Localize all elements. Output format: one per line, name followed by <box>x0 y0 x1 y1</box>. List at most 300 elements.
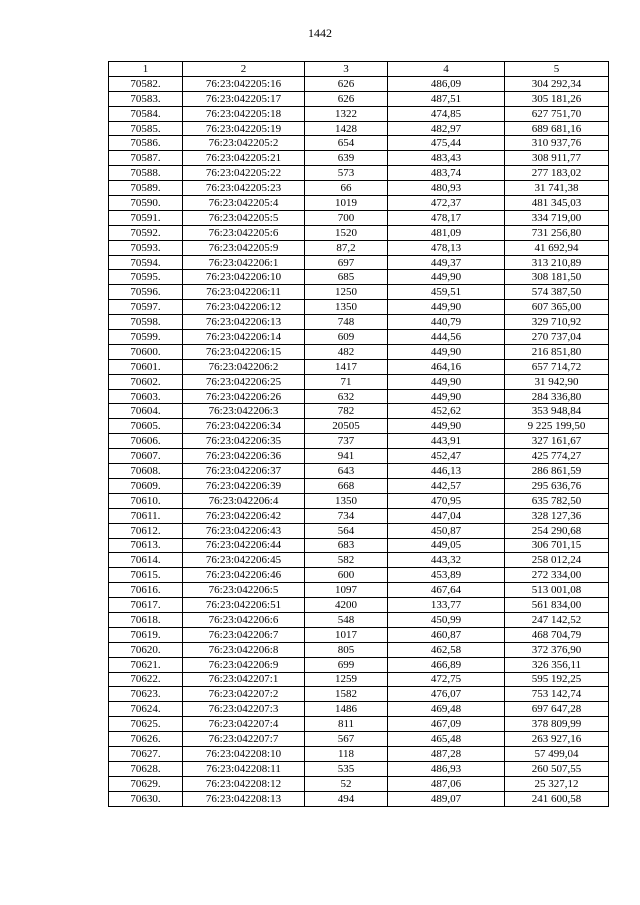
area-cell: 118 <box>305 746 388 761</box>
row-number-cell: 70626. <box>109 732 183 747</box>
row-number-cell: 70608. <box>109 464 183 479</box>
cadastral-number-cell: 76:23:042206:36 <box>183 449 305 464</box>
row-number-cell: 70599. <box>109 330 183 345</box>
area-cell: 582 <box>305 553 388 568</box>
value-cell: 308 181,50 <box>505 270 609 285</box>
row-number-cell: 70614. <box>109 553 183 568</box>
cadastral-number-cell: 76:23:042206:6 <box>183 612 305 627</box>
value-cell: 378 809,99 <box>505 717 609 732</box>
row-number-cell: 70594. <box>109 255 183 270</box>
cadastral-number-cell: 76:23:042206:3 <box>183 404 305 419</box>
cadastral-number-cell: 76:23:042206:2 <box>183 359 305 374</box>
rate-cell: 467,64 <box>388 583 505 598</box>
cadastral-number-cell: 76:23:042206:44 <box>183 538 305 553</box>
rate-cell: 465,48 <box>388 732 505 747</box>
row-number-cell: 70607. <box>109 449 183 464</box>
rate-cell: 481,09 <box>388 225 505 240</box>
value-cell: 57 499,04 <box>505 746 609 761</box>
table-row <box>109 717 609 732</box>
rate-cell: 480,93 <box>388 181 505 196</box>
table-row <box>109 746 609 761</box>
area-cell: 1250 <box>305 285 388 300</box>
area-cell: 1417 <box>305 359 388 374</box>
table-body <box>109 76 609 806</box>
area-cell: 609 <box>305 330 388 345</box>
row-number-cell: 70624. <box>109 702 183 717</box>
value-cell: 254 290,68 <box>505 523 609 538</box>
value-cell: 574 387,50 <box>505 285 609 300</box>
rate-cell: 487,06 <box>388 776 505 791</box>
area-cell: 700 <box>305 210 388 225</box>
area-cell: 1259 <box>305 672 388 687</box>
cadastral-number-cell: 76:23:042206:37 <box>183 464 305 479</box>
rate-cell: 449,90 <box>388 300 505 315</box>
rate-cell: 449,90 <box>388 270 505 285</box>
value-cell: 263 927,16 <box>505 732 609 747</box>
row-number-cell: 70616. <box>109 583 183 598</box>
area-cell: 941 <box>305 449 388 464</box>
row-number-cell: 70595. <box>109 270 183 285</box>
area-cell: 20505 <box>305 419 388 434</box>
value-cell: 260 507,55 <box>505 761 609 776</box>
area-cell: 811 <box>305 717 388 732</box>
value-cell: 334 719,00 <box>505 210 609 225</box>
value-cell: 270 737,04 <box>505 330 609 345</box>
area-cell: 66 <box>305 181 388 196</box>
cadastral-number-cell: 76:23:042206:8 <box>183 642 305 657</box>
rate-cell: 449,90 <box>388 344 505 359</box>
rate-cell: 474,85 <box>388 106 505 121</box>
table-row <box>109 523 609 538</box>
row-number-cell: 70605. <box>109 419 183 434</box>
area-cell: 494 <box>305 791 388 806</box>
area-cell: 734 <box>305 508 388 523</box>
cadastral-number-cell: 76:23:042206:14 <box>183 330 305 345</box>
area-cell: 1582 <box>305 687 388 702</box>
rate-cell: 443,32 <box>388 553 505 568</box>
area-cell: 52 <box>305 776 388 791</box>
rate-cell: 450,87 <box>388 523 505 538</box>
rate-cell: 487,51 <box>388 91 505 106</box>
row-number-cell: 70600. <box>109 344 183 359</box>
cadastral-number-cell: 76:23:042205:17 <box>183 91 305 106</box>
rate-cell: 464,16 <box>388 359 505 374</box>
table-row <box>109 389 609 404</box>
rate-cell: 466,89 <box>388 657 505 672</box>
cadastral-number-cell: 76:23:042205:19 <box>183 121 305 136</box>
row-number-cell: 70597. <box>109 300 183 315</box>
table-row <box>109 270 609 285</box>
cadastral-number-cell: 76:23:042206:45 <box>183 553 305 568</box>
table-row <box>109 538 609 553</box>
cadastral-number-cell: 76:23:042205:23 <box>183 181 305 196</box>
cadastral-number-cell: 76:23:042206:5 <box>183 583 305 598</box>
value-cell: 328 127,36 <box>505 508 609 523</box>
table-row <box>109 300 609 315</box>
area-cell: 482 <box>305 344 388 359</box>
table-row <box>109 568 609 583</box>
row-number-cell: 70629. <box>109 776 183 791</box>
table-row <box>109 612 609 627</box>
cadastral-number-cell: 76:23:042208:13 <box>183 791 305 806</box>
row-number-cell: 70620. <box>109 642 183 657</box>
page-number: 1442 <box>308 26 332 40</box>
cadastral-number-cell: 76:23:042206:15 <box>183 344 305 359</box>
area-cell: 639 <box>305 151 388 166</box>
rate-cell: 489,07 <box>388 791 505 806</box>
value-cell: 627 751,70 <box>505 106 609 121</box>
area-cell: 632 <box>305 389 388 404</box>
rate-cell: 446,13 <box>388 464 505 479</box>
rate-cell: 443,91 <box>388 434 505 449</box>
table-row <box>109 419 609 434</box>
area-cell: 748 <box>305 315 388 330</box>
table-row <box>109 478 609 493</box>
cadastral-number-cell: 76:23:042206:26 <box>183 389 305 404</box>
cadastral-number-cell: 76:23:042208:12 <box>183 776 305 791</box>
rate-cell: 440,79 <box>388 315 505 330</box>
rate-cell: 478,17 <box>388 210 505 225</box>
table-row <box>109 136 609 151</box>
value-cell: 657 714,72 <box>505 359 609 374</box>
rate-cell: 482,97 <box>388 121 505 136</box>
data-table <box>108 61 609 807</box>
table-row <box>109 687 609 702</box>
area-cell: 1322 <box>305 106 388 121</box>
cadastral-number-cell: 76:23:042206:7 <box>183 627 305 642</box>
row-number-cell: 70615. <box>109 568 183 583</box>
rate-cell: 478,13 <box>388 240 505 255</box>
table-row <box>109 240 609 255</box>
value-cell: 595 192,25 <box>505 672 609 687</box>
area-cell: 685 <box>305 270 388 285</box>
cadastral-number-cell: 76:23:042206:12 <box>183 300 305 315</box>
area-cell: 668 <box>305 478 388 493</box>
rate-cell: 449,37 <box>388 255 505 270</box>
cadastral-number-cell: 76:23:042205:9 <box>183 240 305 255</box>
cadastral-number-cell: 76:23:042208:11 <box>183 761 305 776</box>
rate-cell: 444,56 <box>388 330 505 345</box>
value-cell: 272 334,00 <box>505 568 609 583</box>
cadastral-number-cell: 76:23:042205:5 <box>183 210 305 225</box>
row-number-cell: 70587. <box>109 151 183 166</box>
row-number-cell: 70612. <box>109 523 183 538</box>
row-number-cell: 70601. <box>109 359 183 374</box>
rate-cell: 459,51 <box>388 285 505 300</box>
area-cell: 71 <box>305 374 388 389</box>
table-row <box>109 166 609 181</box>
column-header: 5 <box>505 62 609 77</box>
value-cell: 258 012,24 <box>505 553 609 568</box>
area-cell: 1520 <box>305 225 388 240</box>
area-cell: 535 <box>305 761 388 776</box>
table-row <box>109 151 609 166</box>
rate-cell: 449,90 <box>388 374 505 389</box>
value-cell: 308 911,77 <box>505 151 609 166</box>
value-cell: 468 704,79 <box>505 627 609 642</box>
rate-cell: 450,99 <box>388 612 505 627</box>
row-number-cell: 70610. <box>109 493 183 508</box>
value-cell: 329 710,92 <box>505 315 609 330</box>
area-cell: 567 <box>305 732 388 747</box>
cadastral-number-cell: 76:23:042208:10 <box>183 746 305 761</box>
cadastral-number-cell: 76:23:042205:6 <box>183 225 305 240</box>
area-cell: 1350 <box>305 300 388 315</box>
area-cell: 1350 <box>305 493 388 508</box>
table-row <box>109 583 609 598</box>
cadastral-number-cell: 76:23:042207:3 <box>183 702 305 717</box>
row-number-cell: 70606. <box>109 434 183 449</box>
value-cell: 753 142,74 <box>505 687 609 702</box>
cadastral-number-cell: 76:23:042206:43 <box>183 523 305 538</box>
area-cell: 683 <box>305 538 388 553</box>
rate-cell: 460,87 <box>388 627 505 642</box>
value-cell: 310 937,76 <box>505 136 609 151</box>
area-cell: 1019 <box>305 196 388 211</box>
rate-cell: 483,74 <box>388 166 505 181</box>
header-row <box>109 62 609 77</box>
row-number-cell: 70583. <box>109 91 183 106</box>
table-row <box>109 359 609 374</box>
cadastral-number-cell: 76:23:042206:11 <box>183 285 305 300</box>
value-cell: 372 376,90 <box>505 642 609 657</box>
table-row <box>109 404 609 419</box>
table-row <box>109 76 609 91</box>
row-number-cell: 70622. <box>109 672 183 687</box>
value-cell: 304 292,34 <box>505 76 609 91</box>
cadastral-number-cell: 76:23:042206:35 <box>183 434 305 449</box>
table-row <box>109 791 609 806</box>
table-row <box>109 255 609 270</box>
rate-cell: 449,05 <box>388 538 505 553</box>
area-cell: 87,2 <box>305 240 388 255</box>
cadastral-number-cell: 76:23:042207:7 <box>183 732 305 747</box>
row-number-cell: 70617. <box>109 598 183 613</box>
area-cell: 1017 <box>305 627 388 642</box>
rate-cell: 449,90 <box>388 389 505 404</box>
cadastral-number-cell: 76:23:042205:18 <box>183 106 305 121</box>
cadastral-number-cell: 76:23:042205:22 <box>183 166 305 181</box>
row-number-cell: 70584. <box>109 106 183 121</box>
row-number-cell: 70611. <box>109 508 183 523</box>
value-cell: 561 834,00 <box>505 598 609 613</box>
cadastral-number-cell: 76:23:042207:1 <box>183 672 305 687</box>
area-cell: 600 <box>305 568 388 583</box>
area-cell: 573 <box>305 166 388 181</box>
cadastral-number-cell: 76:23:042206:10 <box>183 270 305 285</box>
table-row <box>109 196 609 211</box>
cadastral-number-cell: 76:23:042207:2 <box>183 687 305 702</box>
value-cell: 313 210,89 <box>505 255 609 270</box>
cadastral-number-cell: 76:23:042206:25 <box>183 374 305 389</box>
area-cell: 564 <box>305 523 388 538</box>
table-row <box>109 434 609 449</box>
value-cell: 607 365,00 <box>505 300 609 315</box>
rate-cell: 469,48 <box>388 702 505 717</box>
value-cell: 731 256,80 <box>505 225 609 240</box>
row-number-cell: 70603. <box>109 389 183 404</box>
cadastral-number-cell: 76:23:042206:4 <box>183 493 305 508</box>
row-number-cell: 70591. <box>109 210 183 225</box>
value-cell: 25 327,12 <box>505 776 609 791</box>
value-cell: 635 782,50 <box>505 493 609 508</box>
row-number-cell: 70582. <box>109 76 183 91</box>
row-number-cell: 70588. <box>109 166 183 181</box>
value-cell: 481 345,03 <box>505 196 609 211</box>
cadastral-number-cell: 76:23:042206:34 <box>183 419 305 434</box>
area-cell: 805 <box>305 642 388 657</box>
area-cell: 782 <box>305 404 388 419</box>
value-cell: 286 861,59 <box>505 464 609 479</box>
value-cell: 241 600,58 <box>505 791 609 806</box>
row-number-cell: 70630. <box>109 791 183 806</box>
value-cell: 31 942,90 <box>505 374 609 389</box>
table-row <box>109 508 609 523</box>
row-number-cell: 70593. <box>109 240 183 255</box>
table-row <box>109 642 609 657</box>
row-number-cell: 70623. <box>109 687 183 702</box>
column-header: 1 <box>109 62 183 77</box>
value-cell: 284 336,80 <box>505 389 609 404</box>
table-row <box>109 210 609 225</box>
rate-cell: 475,44 <box>388 136 505 151</box>
value-cell: 247 142,52 <box>505 612 609 627</box>
table-row <box>109 285 609 300</box>
value-cell: 216 851,80 <box>505 344 609 359</box>
table-row <box>109 732 609 747</box>
area-cell: 1097 <box>305 583 388 598</box>
cadastral-number-cell: 76:23:042206:13 <box>183 315 305 330</box>
cadastral-number-cell: 76:23:042206:1 <box>183 255 305 270</box>
table-row <box>109 181 609 196</box>
area-cell: 4200 <box>305 598 388 613</box>
table-row <box>109 225 609 240</box>
table-row <box>109 315 609 330</box>
rate-cell: 486,93 <box>388 761 505 776</box>
rate-cell: 462,58 <box>388 642 505 657</box>
rate-cell: 447,04 <box>388 508 505 523</box>
table-row <box>109 121 609 136</box>
column-header: 3 <box>305 62 388 77</box>
column-header: 4 <box>388 62 505 77</box>
area-cell: 654 <box>305 136 388 151</box>
value-cell: 326 356,11 <box>505 657 609 672</box>
row-number-cell: 70619. <box>109 627 183 642</box>
rate-cell: 453,89 <box>388 568 505 583</box>
value-cell: 327 161,67 <box>505 434 609 449</box>
table-row <box>109 702 609 717</box>
rate-cell: 483,43 <box>388 151 505 166</box>
table-row <box>109 91 609 106</box>
row-number-cell: 70627. <box>109 746 183 761</box>
area-cell: 699 <box>305 657 388 672</box>
row-number-cell: 70621. <box>109 657 183 672</box>
row-number-cell: 70618. <box>109 612 183 627</box>
value-cell: 689 681,16 <box>505 121 609 136</box>
value-cell: 41 692,94 <box>505 240 609 255</box>
table-row <box>109 106 609 121</box>
value-cell: 306 701,15 <box>505 538 609 553</box>
rate-cell: 133,77 <box>388 598 505 613</box>
table-row <box>109 344 609 359</box>
rate-cell: 467,09 <box>388 717 505 732</box>
row-number-cell: 70609. <box>109 478 183 493</box>
cadastral-number-cell: 76:23:042206:46 <box>183 568 305 583</box>
value-cell: 513 001,08 <box>505 583 609 598</box>
value-cell: 295 636,76 <box>505 478 609 493</box>
row-number-cell: 70590. <box>109 196 183 211</box>
cadastral-number-cell: 76:23:042206:42 <box>183 508 305 523</box>
table-row <box>109 449 609 464</box>
table-row <box>109 464 609 479</box>
rate-cell: 486,09 <box>388 76 505 91</box>
table-row <box>109 672 609 687</box>
row-number-cell: 70613. <box>109 538 183 553</box>
rate-cell: 449,90 <box>388 419 505 434</box>
cadastral-number-cell: 76:23:042206:39 <box>183 478 305 493</box>
row-number-cell: 70585. <box>109 121 183 136</box>
rate-cell: 472,37 <box>388 196 505 211</box>
table-row <box>109 553 609 568</box>
area-cell: 626 <box>305 91 388 106</box>
value-cell: 353 948,84 <box>505 404 609 419</box>
area-cell: 737 <box>305 434 388 449</box>
area-cell: 697 <box>305 255 388 270</box>
row-number-cell: 70604. <box>109 404 183 419</box>
area-cell: 1486 <box>305 702 388 717</box>
area-cell: 626 <box>305 76 388 91</box>
value-cell: 425 774,27 <box>505 449 609 464</box>
rate-cell: 487,28 <box>388 746 505 761</box>
rate-cell: 452,62 <box>388 404 505 419</box>
table-row <box>109 374 609 389</box>
table-row <box>109 627 609 642</box>
table-row <box>109 330 609 345</box>
rate-cell: 452,47 <box>388 449 505 464</box>
row-number-cell: 70586. <box>109 136 183 151</box>
table-row <box>109 598 609 613</box>
cadastral-number-cell: 76:23:042207:4 <box>183 717 305 732</box>
cadastral-number-cell: 76:23:042205:2 <box>183 136 305 151</box>
value-cell: 31 741,38 <box>505 181 609 196</box>
area-cell: 548 <box>305 612 388 627</box>
row-number-cell: 70598. <box>109 315 183 330</box>
cadastral-number-cell: 76:23:042206:51 <box>183 598 305 613</box>
row-number-cell: 70592. <box>109 225 183 240</box>
value-cell: 697 647,28 <box>505 702 609 717</box>
cadastral-number-cell: 76:23:042205:4 <box>183 196 305 211</box>
column-header: 2 <box>183 62 305 77</box>
row-number-cell: 70589. <box>109 181 183 196</box>
row-number-cell: 70596. <box>109 285 183 300</box>
value-cell: 9 225 199,50 <box>505 419 609 434</box>
row-number-cell: 70602. <box>109 374 183 389</box>
cadastral-number-cell: 76:23:042205:16 <box>183 76 305 91</box>
rate-cell: 442,57 <box>388 478 505 493</box>
row-number-cell: 70628. <box>109 761 183 776</box>
table-row <box>109 493 609 508</box>
table-row <box>109 761 609 776</box>
rate-cell: 470,95 <box>388 493 505 508</box>
rate-cell: 476,07 <box>388 687 505 702</box>
value-cell: 277 183,02 <box>505 166 609 181</box>
area-cell: 643 <box>305 464 388 479</box>
row-number-cell: 70625. <box>109 717 183 732</box>
cadastral-number-cell: 76:23:042205:21 <box>183 151 305 166</box>
table-row <box>109 776 609 791</box>
area-cell: 1428 <box>305 121 388 136</box>
table-row <box>109 657 609 672</box>
